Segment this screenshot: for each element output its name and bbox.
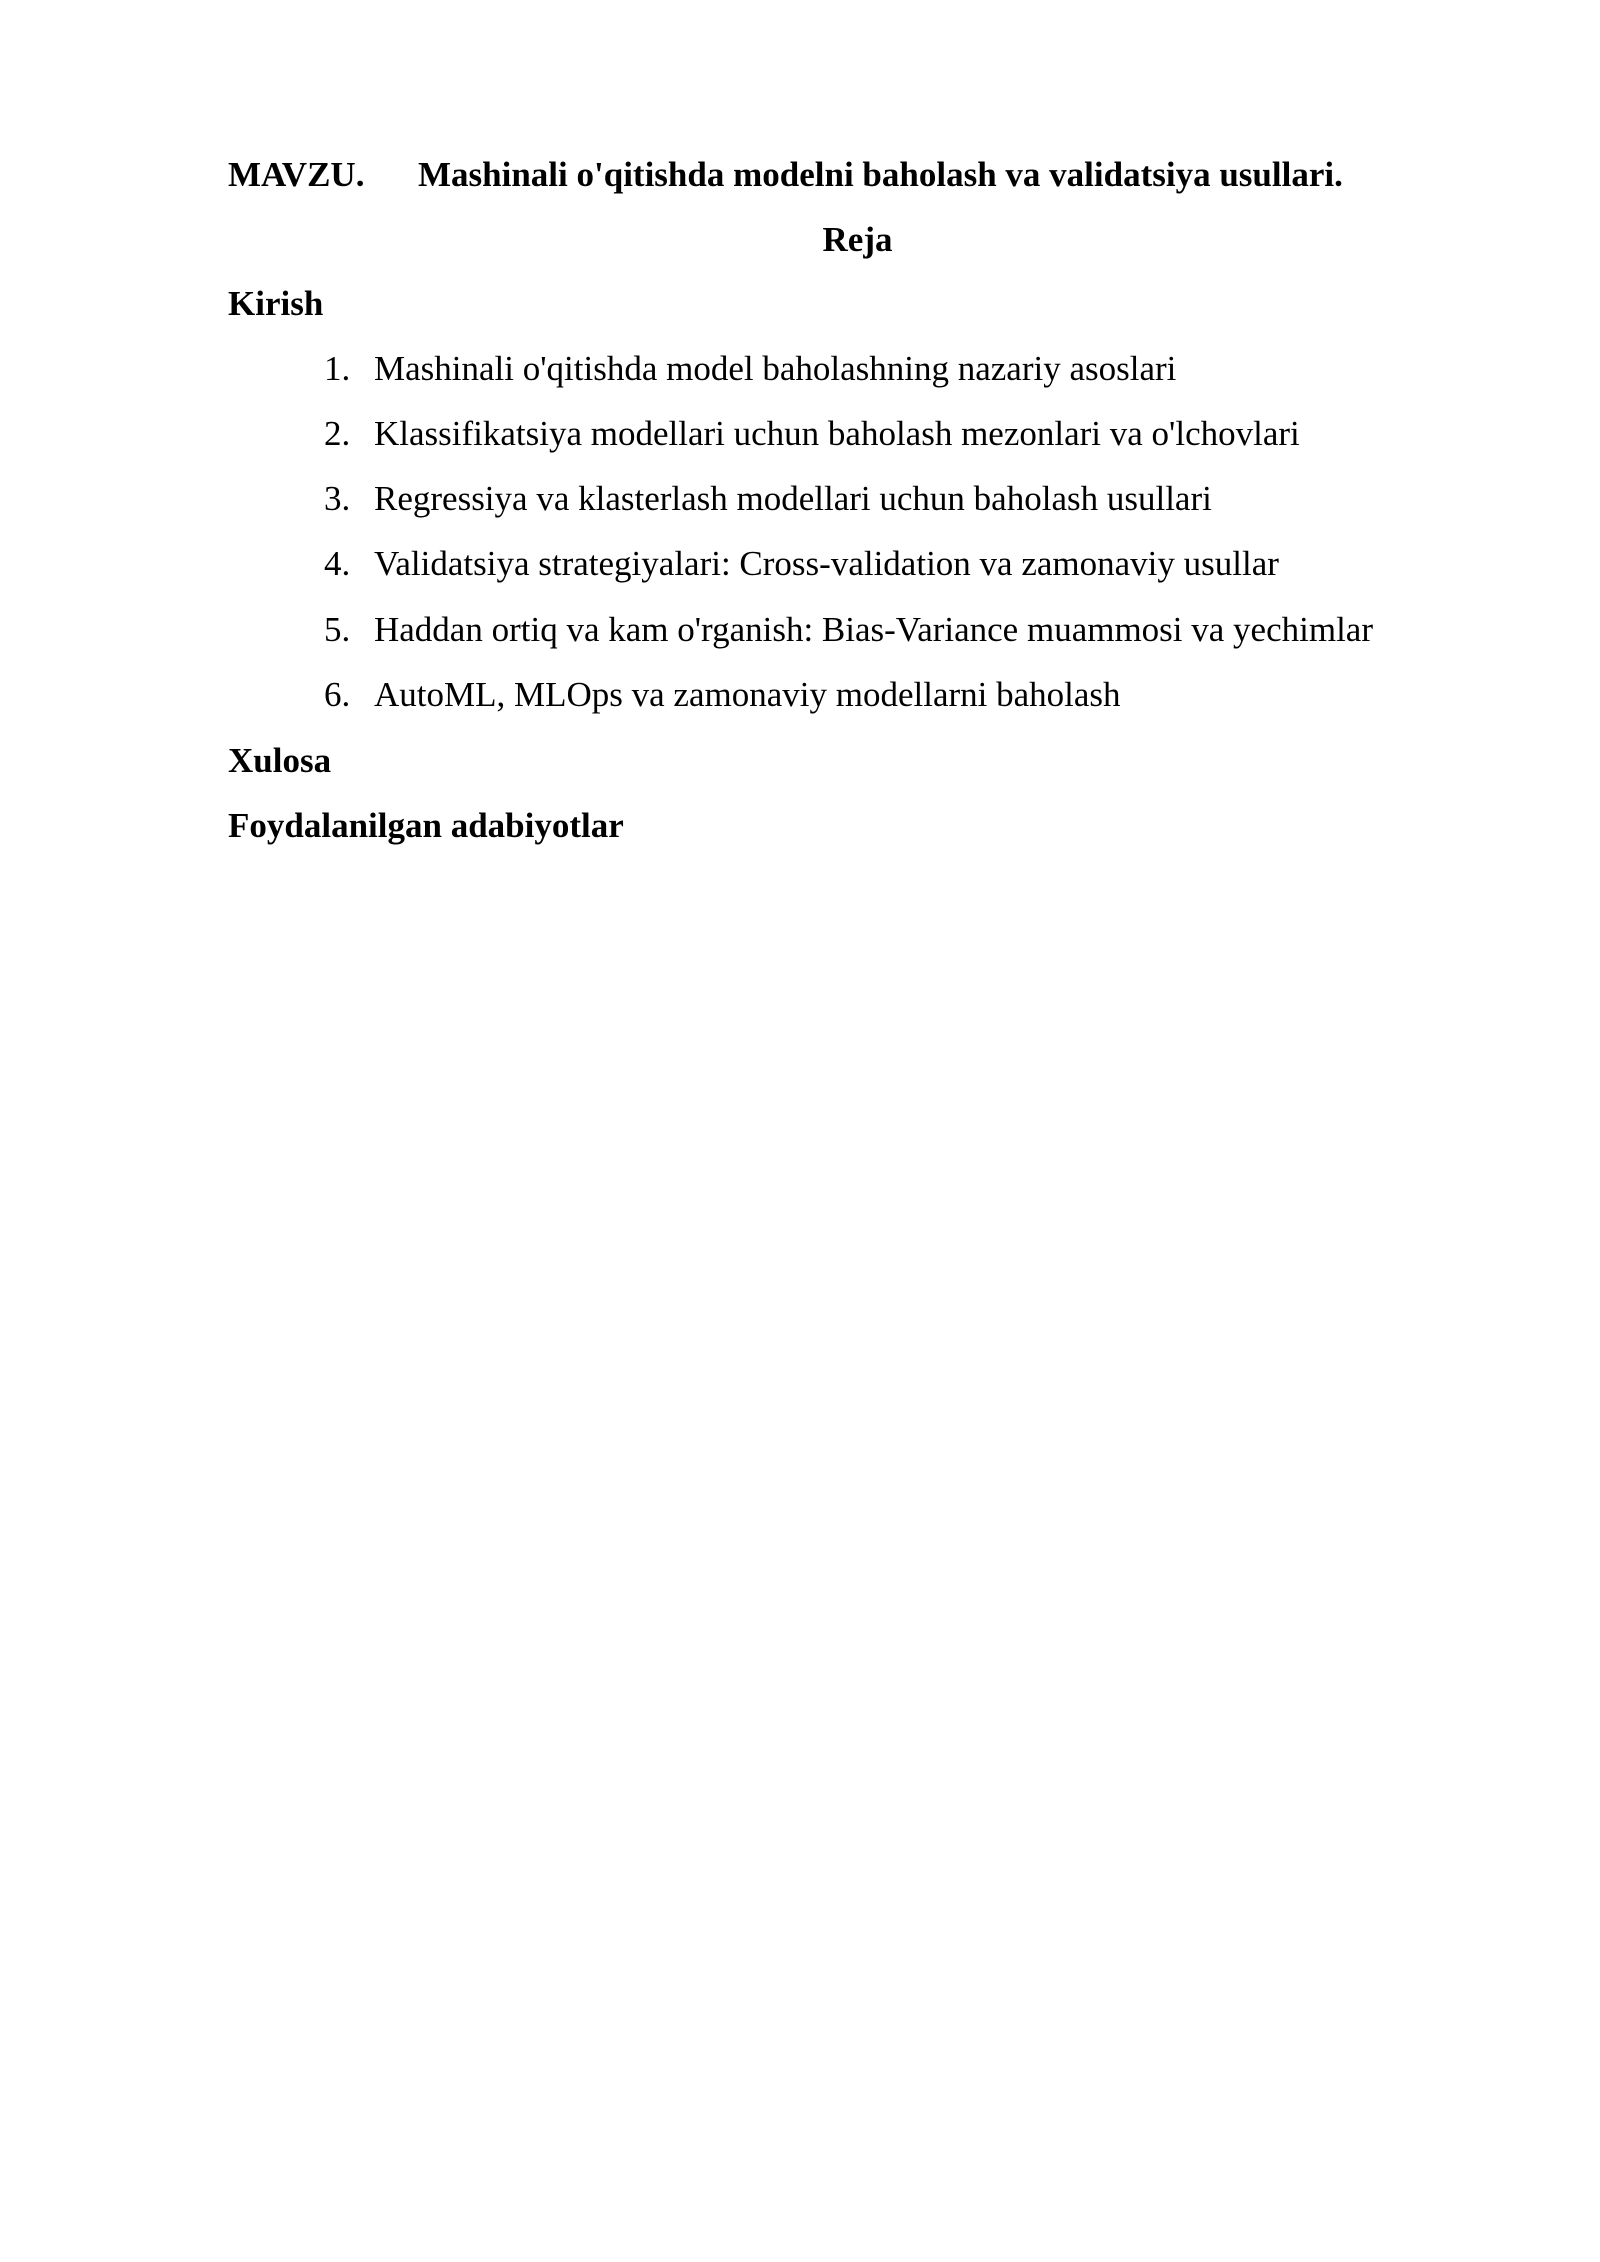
plan-item-number: 5. bbox=[324, 610, 351, 649]
topic-label: MAVZU. bbox=[228, 155, 365, 194]
conclusion-heading: Xulosa bbox=[228, 741, 332, 780]
plan-item-text: Mashinali o'qitishda model baholashning nazariy asoslari bbox=[374, 349, 1177, 388]
plan-item-number: 1. bbox=[324, 349, 351, 388]
plan-item-number: 2. bbox=[324, 414, 351, 453]
plan-heading: Reja bbox=[822, 220, 893, 259]
topic-text: Mashinali o'qitishda modelni baholash va validatsiya usullari. bbox=[418, 155, 1343, 194]
plan-item-number: 3. bbox=[324, 479, 351, 518]
plan-item-number: 6. bbox=[324, 675, 351, 714]
references-heading: Foydalanilgan adabiyotlar bbox=[228, 806, 624, 845]
plan-item-text: Klassifikatsiya modellari uchun baholash mezonlari va o'lchovlari bbox=[374, 414, 1300, 453]
plan-item-number: 4. bbox=[324, 544, 351, 583]
topic-title bbox=[228, 153, 1343, 197]
intro-heading: Kirish bbox=[228, 284, 324, 323]
plan-item-text: AutoML, MLOps va zamonaviy modellarni baholash bbox=[374, 675, 1121, 714]
plan-item-text: Haddan ortiq va kam o'rganish: Bias-Variance muammosi va yechimlar bbox=[374, 610, 1373, 649]
plan-item-text: Validatsiya strategiyalari: Cross-validation va zamonaviy usullar bbox=[374, 544, 1279, 583]
plan-item-text: Regressiya va klasterlash modellari uchun baholash usullari bbox=[374, 479, 1212, 518]
